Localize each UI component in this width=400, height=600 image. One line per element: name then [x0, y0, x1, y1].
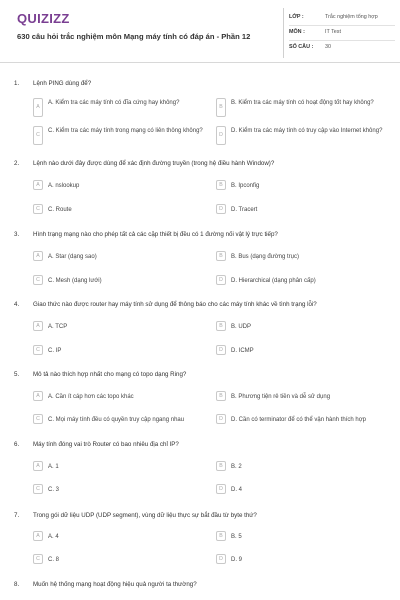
meta-row-class [289, 10, 395, 26]
option-letter-badge: A [33, 391, 43, 401]
option-text: A. nslookup [48, 183, 80, 189]
option-letter-badge: C [33, 484, 43, 494]
option-letter-badge: B [216, 251, 226, 261]
option-letter-badge: B [216, 391, 226, 401]
option-text: A. Kiểm tra các máy tính có đĩa cứng hay không? [48, 100, 180, 106]
option-letter-badge: C [33, 414, 43, 424]
question-text: Muốn hệ thống mạng hoạt động hiệu quả người ta thường? [33, 581, 197, 588]
option-letter-badge: C [33, 204, 43, 214]
option-text: B. Kiểm tra các máy tính có hoạt động tốt hay không? [231, 100, 374, 106]
option-text: B. UDP [231, 324, 252, 330]
option-text: C. 3 [48, 487, 60, 493]
option-text: A. TCP [48, 324, 68, 330]
meta-row-subject [289, 25, 395, 41]
option-text: A. Cần ít cáp hơn các topo khác [48, 394, 134, 400]
question-text: Giao thức nào được router hay máy tính sử dụng để thông báo cho các máy tính khác về tình trạng lỗi? [33, 301, 317, 308]
option-letter-badge: A [33, 321, 43, 331]
meta-value: 30 [325, 44, 331, 50]
option-text: A. 1 [48, 464, 59, 470]
meta-value: Trắc nghiệm tổng hợp [325, 14, 378, 20]
header-divider [283, 8, 284, 58]
question-number: 3. [14, 231, 20, 238]
option-letter-badge: B [216, 98, 226, 117]
option-letter-badge: D [216, 275, 226, 285]
question-number: 7. [14, 512, 20, 519]
option-text: C. Mọi máy tính đều có quyền truy cập ngang nhau [48, 417, 185, 423]
page-title: 630 câu hỏi trắc nghiệm môn Mạng máy tính có đáp án - Phần 12 [17, 32, 251, 41]
option-letter-badge: D [216, 554, 226, 564]
option-text: C. Mesh (dạng lưới) [48, 278, 102, 284]
option-letter-badge: C [33, 275, 43, 285]
question-number: 1. [14, 80, 20, 87]
question-text: Trong gói dữ liệu UDP (UDP segment), vùng dữ liệu thực sự bắt đầu từ byte thứ? [33, 512, 257, 519]
question-text: Hình trạng mạng nào cho phép tất cả các cặp thiết bị đều có 1 đường nối vật lý trực tiếp? [33, 231, 278, 238]
worksheet-header [0, 0, 400, 63]
option-letter-badge: C [33, 126, 43, 145]
option-letter-badge: A [33, 98, 43, 117]
option-letter-badge: D [216, 126, 226, 145]
option-letter-badge: D [216, 414, 226, 424]
option-text: D. Kiểm tra các máy tính có truy cập vào Internet không? [231, 128, 383, 134]
option-letter-badge: A [33, 251, 43, 261]
meta-value: IT Test [325, 29, 341, 35]
meta-key: MÔN : [289, 29, 305, 35]
option-letter-badge: D [216, 484, 226, 494]
question-text: Lệnh PING dùng để? [33, 80, 92, 87]
question-number: 2. [14, 160, 20, 167]
option-text: C. IP [48, 348, 62, 354]
option-letter-badge: A [33, 531, 43, 541]
question-number: 4. [14, 301, 20, 308]
question-number: 5. [14, 371, 20, 378]
question-text: Lệnh nào dưới đây được dùng để xác định đường truyền (trong hệ điều hành Window)? [33, 160, 275, 167]
option-text: B. Phương tiện rẻ tiền và dễ sử dụng [231, 394, 331, 400]
question-number: 8. [14, 581, 20, 588]
option-text: B. Bus (dạng đường trục) [231, 254, 299, 260]
option-letter-badge: A [33, 180, 43, 190]
option-letter-badge: B [216, 531, 226, 541]
option-letter-badge: C [33, 345, 43, 355]
quizizz-logo: QUIZIZZ [17, 11, 70, 26]
option-text: D. 4 [231, 487, 243, 493]
option-text: D. ICMP [231, 348, 254, 354]
option-letter-badge: D [216, 345, 226, 355]
option-text: B. Ipconfig [231, 183, 260, 189]
option-letter-badge: C [33, 554, 43, 564]
meta-key: SỐ CÂU : [289, 44, 314, 50]
option-text: C. Route [48, 207, 72, 213]
option-letter-badge: B [216, 461, 226, 471]
option-text: C. Kiểm tra các máy tính trong mạng có liên thông không? [48, 128, 203, 134]
option-text: B. 5 [231, 534, 242, 540]
option-text: D. Hierarchical (dạng phân cấp) [231, 278, 316, 284]
option-text: B. 2 [231, 464, 242, 470]
question-text: Máy tính đóng vai trò Router có bao nhiêu địa chỉ IP? [33, 441, 179, 448]
option-text: A. 4 [48, 534, 59, 540]
option-letter-badge: D [216, 204, 226, 214]
option-letter-badge: B [216, 321, 226, 331]
option-text: D. 9 [231, 557, 243, 563]
option-text: A. Star (dạng sao) [48, 254, 97, 260]
option-text: D. Cần có terminator để có thể vận hành thích hợp [231, 417, 367, 423]
question-number: 6. [14, 441, 20, 448]
option-text: D. Tracert [231, 207, 258, 213]
meta-key: LỚP : [289, 14, 304, 20]
option-letter-badge: A [33, 461, 43, 471]
option-text: C. 8 [48, 557, 60, 563]
meta-row-count [289, 40, 395, 55]
question-text: Mô tả nào thích hợp nhất cho mạng có topo dạng Ring? [33, 371, 187, 378]
option-letter-badge: B [216, 180, 226, 190]
